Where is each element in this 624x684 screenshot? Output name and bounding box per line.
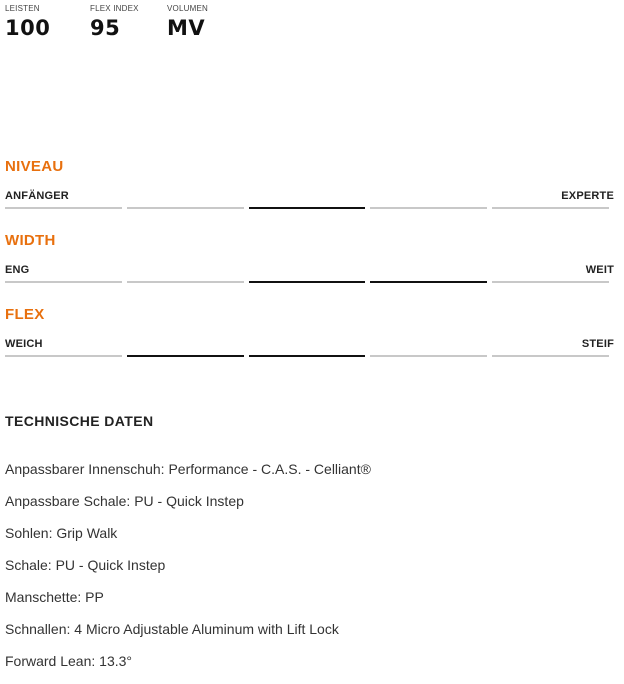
scale-segment bbox=[5, 207, 122, 209]
spec-leisten bbox=[5, 4, 90, 42]
scale-left-label: ANFÄNGER bbox=[5, 190, 69, 202]
spec-label: VOLUMEN bbox=[167, 4, 208, 13]
scale-title: FLEX bbox=[5, 306, 45, 323]
scale-segment bbox=[492, 281, 609, 283]
scale-segment bbox=[370, 355, 487, 357]
scale-segment-active bbox=[370, 281, 487, 283]
scale-width bbox=[5, 232, 614, 285]
scale-segment bbox=[492, 207, 609, 209]
scale-segment-active bbox=[249, 281, 366, 283]
scale-niveau bbox=[5, 158, 614, 211]
scale-segment-active bbox=[127, 355, 244, 357]
spec-value: 100 bbox=[5, 16, 51, 40]
spec-summary bbox=[5, 4, 247, 42]
list-item: Sohlen: Grip Walk bbox=[5, 525, 118, 541]
scale-bars bbox=[5, 207, 614, 211]
spec-value: 95 bbox=[90, 16, 121, 40]
scale-segment bbox=[5, 281, 122, 283]
scale-title: NIVEAU bbox=[5, 158, 64, 175]
list-item: Schnallen: 4 Micro Adjustable Aluminum with Lift Lock bbox=[5, 621, 339, 637]
list-item: Anpassbarer Innenschuh: Performance - C.A.S. - Celliant® bbox=[5, 461, 371, 477]
scale-segment bbox=[370, 207, 487, 209]
spec-value: MV bbox=[167, 16, 206, 40]
technical-data-title: TECHNISCHE DATEN bbox=[5, 413, 154, 429]
scale-title: WIDTH bbox=[5, 232, 56, 249]
scale-segment bbox=[492, 355, 609, 357]
spec-label: FLEX INDEX bbox=[90, 4, 139, 13]
scale-right-label: EXPERTE bbox=[561, 190, 614, 202]
scale-flex bbox=[5, 306, 614, 359]
scale-segment-active bbox=[249, 355, 366, 357]
list-item: Schale: PU - Quick Instep bbox=[5, 557, 166, 573]
spec-label: LEISTEN bbox=[5, 4, 40, 13]
scale-segment bbox=[127, 207, 244, 209]
scale-segment-active bbox=[249, 207, 366, 209]
scale-left-label: WEICH bbox=[5, 338, 43, 350]
list-item: Forward Lean: 13.3° bbox=[5, 653, 133, 669]
scale-segment bbox=[5, 355, 122, 357]
scale-segment bbox=[127, 281, 244, 283]
list-item: Anpassbare Schale: PU - Quick Instep bbox=[5, 493, 244, 509]
scale-left-label: ENG bbox=[5, 264, 30, 276]
spec-volumen bbox=[167, 4, 247, 42]
scale-bars bbox=[5, 281, 614, 285]
scale-bars bbox=[5, 355, 614, 359]
spec-flex-index bbox=[90, 4, 167, 42]
scale-right-label: STEIF bbox=[581, 338, 614, 350]
scale-right-label: WEIT bbox=[585, 264, 614, 276]
technical-data-list bbox=[5, 460, 371, 684]
list-item: Manschette: PP bbox=[5, 589, 104, 605]
